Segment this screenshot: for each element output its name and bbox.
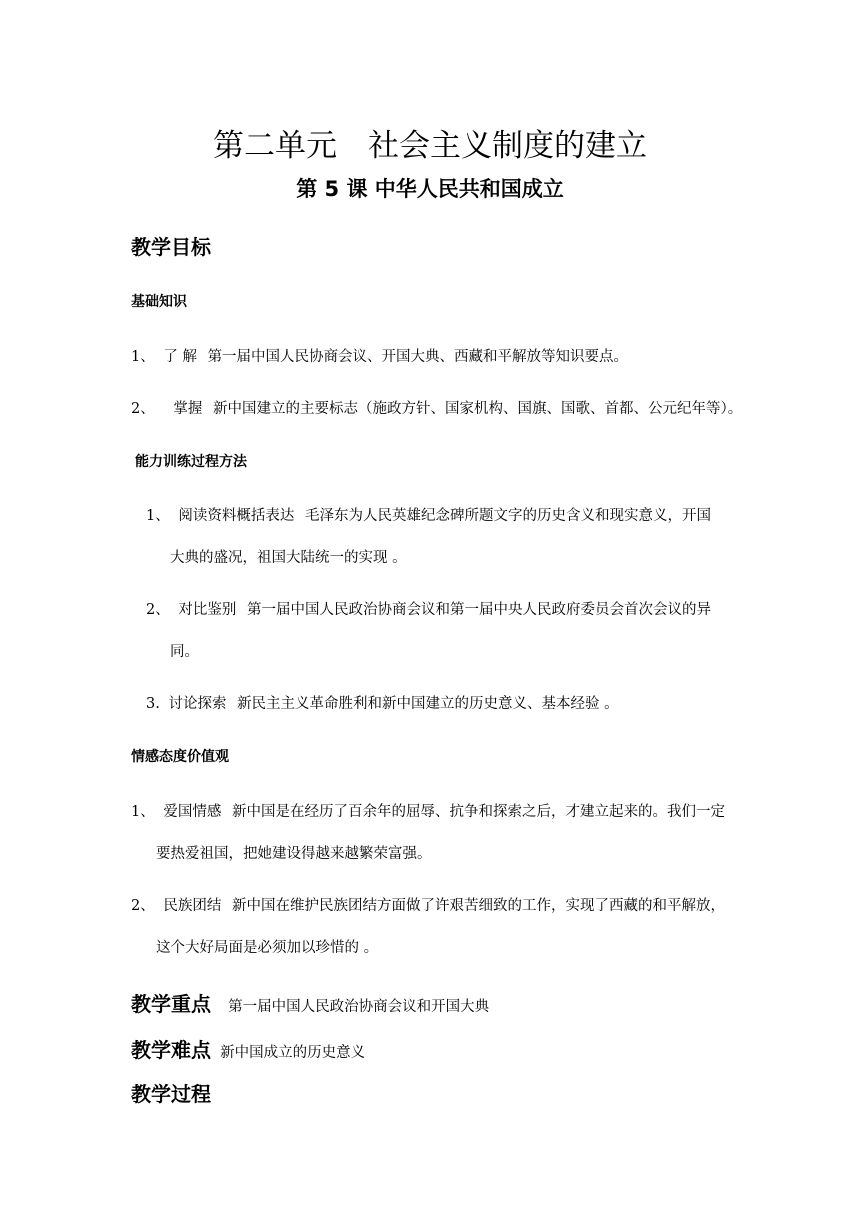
key-point-label: 教学重点	[131, 992, 211, 1016]
item-keyword: 爱国情感	[163, 804, 222, 820]
item-text: 新中国在维护民族团结方面做了许艰苦细致的工作，实现了西藏的和平解放，	[231, 898, 725, 914]
difficulty-text: 新中国成立的历史意义	[220, 1045, 366, 1061]
basic-knowledge-heading: 基础知识	[131, 294, 187, 310]
item-number: 2、	[131, 898, 155, 914]
item-keyword: 阅读资料概括表达	[178, 508, 295, 524]
objectives-heading: 教学目标	[131, 235, 211, 259]
item-keyword: 掌握	[173, 401, 203, 417]
item-number: 3.	[146, 696, 160, 712]
item-text: 新中国是在经历了百余年的屈辱、抗争和探索之后，才建立起来的。我们一定	[231, 804, 725, 820]
basic-item-2	[131, 397, 742, 418]
ability-item-3	[146, 692, 619, 713]
ability-item-2-cont: 同。	[170, 644, 199, 660]
item-text: 毛泽东为人民英雄纪念碑所题文字的历史含义和现实意义，开国	[304, 508, 711, 524]
item-keyword: 讨论探索	[168, 696, 227, 712]
item-number: 1、	[146, 508, 170, 524]
values-item-1-cont: 要热爱祖国，把她建设得越来越繁荣富强。	[156, 846, 432, 862]
key-point-text: 第一届中国人民政治协商会议和开国大典	[228, 999, 490, 1015]
item-keyword: 了 解	[163, 349, 197, 365]
ability-item-1-cont: 大典的盛况，祖国大陆统一的实现 。	[170, 550, 407, 566]
values-item-2	[131, 894, 725, 915]
basic-item-1	[131, 345, 628, 366]
item-text: 新中国建立的主要标志（施政方针、国家机构、国旗、国歌、首都、公元纪年等）。	[212, 401, 743, 417]
item-text: 新民主主义革命胜利和新中国建立的历史意义、基本经验 。	[237, 696, 619, 712]
ability-item-1	[146, 504, 711, 525]
values-item-2-cont: 这个大好局面是必须加以珍惜的 。	[156, 940, 379, 956]
values-item-1	[131, 800, 725, 821]
item-text: 第一届中国人民协商会议、开国大典、西藏和平解放等知识要点。	[207, 349, 629, 365]
item-number: 1、	[131, 349, 155, 365]
item-text: 第一届中国人民政治协商会议和第一届中央人民政府委员会首次会议的异	[246, 602, 711, 618]
page-title: 第二单元 社会主义制度的建立	[213, 128, 647, 164]
item-keyword: 民族团结	[163, 898, 222, 914]
difficulty-label: 教学难点	[131, 1038, 211, 1062]
item-number: 2、	[146, 602, 170, 618]
values-heading: 情感态度价值观	[131, 749, 229, 765]
lesson-title: 第 5 课 中华人民共和国成立	[296, 177, 564, 201]
difficulty	[131, 1034, 365, 1063]
ability-item-2	[146, 598, 711, 619]
item-number: 1、	[131, 804, 155, 820]
item-keyword: 对比鉴别	[178, 602, 237, 618]
process-heading: 教学过程	[131, 1082, 211, 1106]
item-number: 2、	[131, 401, 155, 417]
key-point	[131, 988, 489, 1017]
ability-heading: 能力训练过程方法	[135, 454, 247, 470]
